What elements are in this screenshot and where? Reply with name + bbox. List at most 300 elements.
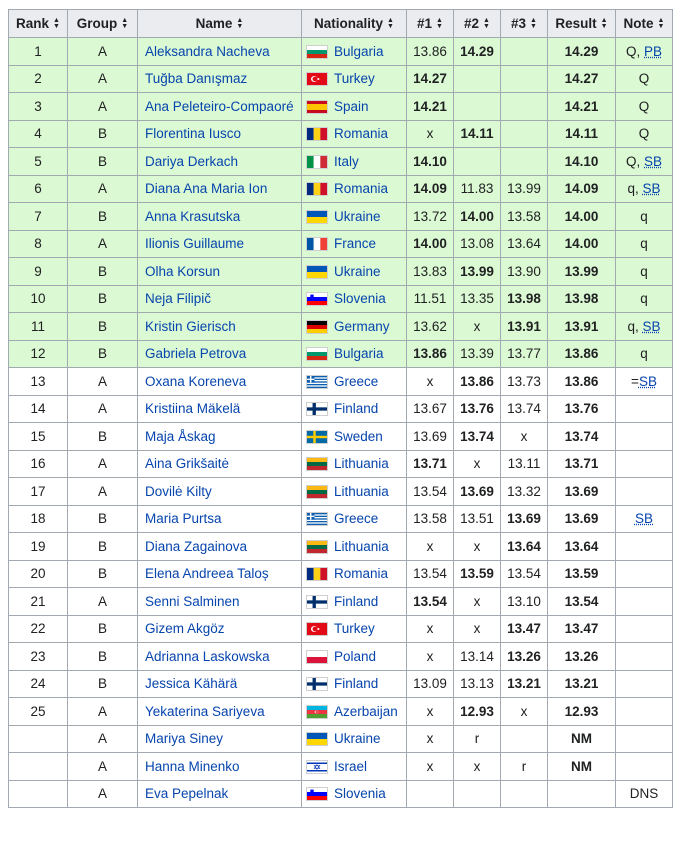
group-cell: B: [68, 148, 138, 176]
name-cell: [138, 368, 302, 396]
group-cell: B: [68, 340, 138, 368]
attempt-1-cell: 13.62: [407, 313, 454, 341]
note-cell: [616, 643, 673, 671]
rank-cell: 15: [9, 423, 68, 451]
attempt-2-cell: 14.11: [454, 120, 501, 148]
country-link[interactable]: Finland: [334, 401, 379, 417]
sort-icon[interactable]: ▲ ▼: [121, 17, 129, 31]
group-cell: A: [68, 175, 138, 203]
name-cell: [138, 313, 302, 341]
note-text: q: [640, 236, 648, 252]
athlete-link[interactable]: Senni Salminen: [145, 593, 240, 609]
athlete-link[interactable]: Diana Ana Maria Ion: [145, 181, 268, 197]
country-link[interactable]: Ukraine: [334, 263, 381, 279]
attempt-3-cell: 13.54: [501, 560, 548, 588]
sort-icon[interactable]: ▲ ▼: [657, 17, 665, 31]
attempt-3-cell: 13.73: [501, 368, 548, 396]
table-row: [9, 340, 673, 368]
note-cell: [616, 423, 673, 451]
group-cell: B: [68, 203, 138, 231]
attempt-3-cell: 13.32: [501, 478, 548, 506]
attempt-3-cell: [501, 93, 548, 121]
rank-cell: 11: [9, 313, 68, 341]
header-attempt-1[interactable]: [407, 10, 454, 38]
rank-cell: [9, 725, 68, 753]
attempt-2-cell: 14.29: [454, 38, 501, 66]
attempt-2-cell: x: [454, 313, 501, 341]
name-cell: [138, 65, 302, 93]
table-row: [9, 148, 673, 176]
rank-cell: 21: [9, 588, 68, 616]
country-link[interactable]: Lithuania: [334, 456, 389, 472]
header-label: Nationality: [314, 16, 384, 31]
country-link[interactable]: Turkey: [334, 621, 375, 637]
romania-flag-icon: [306, 567, 328, 581]
name-cell: [138, 285, 302, 313]
country-link[interactable]: Azerbaijan: [334, 703, 398, 719]
result-cell: 14.10: [548, 148, 616, 176]
athlete-link[interactable]: Neja Filipič: [145, 291, 212, 307]
rank-cell: 16: [9, 450, 68, 478]
attempt-2-cell: r: [454, 725, 501, 753]
nationality-cell: [302, 670, 407, 698]
bulgaria-flag-icon: [306, 45, 328, 59]
country-link[interactable]: Poland: [334, 648, 377, 664]
attempt-1-cell: 13.67: [407, 395, 454, 423]
table-row: [9, 753, 673, 781]
attempt-3-cell: [501, 65, 548, 93]
rank-cell: 4: [9, 120, 68, 148]
note-cell: [616, 368, 673, 396]
group-cell: A: [68, 65, 138, 93]
note-text: q: [640, 263, 648, 279]
note-cell: [616, 395, 673, 423]
table-row: [9, 698, 673, 726]
table-row: [9, 93, 673, 121]
attempt-1-cell: 13.71: [407, 450, 454, 478]
attempt-3-cell: [501, 780, 548, 808]
note-cell: [616, 670, 673, 698]
bulgaria-flag-icon: [306, 347, 328, 361]
nationality-cell: [302, 698, 407, 726]
attempt-3-cell: 13.58: [501, 203, 548, 231]
rank-cell: 2: [9, 65, 68, 93]
rank-cell: 7: [9, 203, 68, 231]
group-cell: A: [68, 450, 138, 478]
note-cell: [616, 148, 673, 176]
result-cell: 14.00: [548, 203, 616, 231]
attempt-2-cell: 12.93: [454, 698, 501, 726]
slovenia-flag-icon: [306, 292, 328, 306]
result-cell: 13.47: [548, 615, 616, 643]
athlete-link[interactable]: Adrianna Laskowska: [145, 648, 270, 664]
nationality-cell: [302, 285, 407, 313]
group-cell: B: [68, 285, 138, 313]
italy-flag-icon: [306, 155, 328, 169]
name-cell: [138, 38, 302, 66]
table-row: [9, 670, 673, 698]
lithuania-flag-icon: [306, 540, 328, 554]
header-nationality[interactable]: [302, 10, 407, 38]
country-link[interactable]: Sweden: [334, 428, 383, 444]
rank-cell: 3: [9, 93, 68, 121]
name-cell: [138, 753, 302, 781]
country-link[interactable]: Bulgaria: [334, 346, 384, 362]
attempt-3-cell: 13.47: [501, 615, 548, 643]
athlete-link[interactable]: Ana Peleteiro-Compaoré: [145, 98, 294, 114]
note-text: q: [640, 208, 648, 224]
note-text[interactable]: =SB: [631, 373, 657, 389]
attempt-2-cell: 13.74: [454, 423, 501, 451]
rank-cell: 14: [9, 395, 68, 423]
attempt-3-cell: [501, 148, 548, 176]
attempt-3-cell: [501, 120, 548, 148]
result-cell: 13.71: [548, 450, 616, 478]
attempt-1-cell: 11.51: [407, 285, 454, 313]
table-row: [9, 313, 673, 341]
nationality-cell: [302, 148, 407, 176]
attempt-1-cell: 13.83: [407, 258, 454, 286]
country-link[interactable]: Finland: [334, 676, 379, 692]
attempt-3-cell: 13.21: [501, 670, 548, 698]
athlete-link[interactable]: Mariya Siney: [145, 731, 224, 747]
rank-cell: 8: [9, 230, 68, 258]
note-cell: [616, 698, 673, 726]
nationality-cell: [302, 533, 407, 561]
athlete-link[interactable]: Olha Korsun: [145, 263, 221, 279]
note-cell: [616, 313, 673, 341]
attempt-3-cell: [501, 725, 548, 753]
attempt-1-cell: 13.54: [407, 588, 454, 616]
result-cell: 13.86: [548, 340, 616, 368]
athlete-link[interactable]: Jessica Kähärä: [145, 676, 238, 692]
country-link[interactable]: Greece: [334, 511, 379, 527]
athlete-link[interactable]: Kristiina Mäkelä: [145, 401, 241, 417]
result-cell: 12.93: [548, 698, 616, 726]
rank-cell: 20: [9, 560, 68, 588]
attempt-1-cell: 14.09: [407, 175, 454, 203]
country-link[interactable]: France: [334, 236, 377, 252]
table-row: [9, 38, 673, 66]
sort-icon[interactable]: ▲ ▼: [530, 17, 537, 31]
group-cell: A: [68, 753, 138, 781]
rank-cell: 10: [9, 285, 68, 313]
header-label: #2: [464, 16, 480, 31]
result-cell: 14.27: [548, 65, 616, 93]
athlete-link[interactable]: Elena Andreea Taloș: [145, 566, 269, 582]
name-cell: [138, 148, 302, 176]
attempt-1-cell: x: [407, 643, 454, 671]
rank-cell: 19: [9, 533, 68, 561]
attempt-1-cell: 13.54: [407, 478, 454, 506]
rank-cell: 25: [9, 698, 68, 726]
attempt-3-cell: 13.90: [501, 258, 548, 286]
attempt-3-cell: 13.64: [501, 230, 548, 258]
header-label: Group: [76, 16, 118, 31]
nationality-cell: [302, 780, 407, 808]
note-text[interactable]: SB: [634, 511, 653, 527]
name-cell: [138, 230, 302, 258]
attempt-2-cell: 14.00: [454, 203, 501, 231]
name-cell: [138, 725, 302, 753]
country-link[interactable]: Lithuania: [334, 483, 389, 499]
sort-icon[interactable]: ▲ ▼: [236, 17, 244, 31]
attempt-3-cell: 13.77: [501, 340, 548, 368]
athlete-link[interactable]: Florentina Iusco: [145, 126, 242, 142]
nationality-cell: [302, 175, 407, 203]
athlete-link[interactable]: Eva Pepelnak: [145, 786, 229, 802]
country-link[interactable]: Slovenia: [334, 291, 386, 307]
group-cell: A: [68, 93, 138, 121]
nationality-cell: [302, 615, 407, 643]
attempt-1-cell: x: [407, 533, 454, 561]
note-cell: [616, 38, 673, 66]
header-attempt-2[interactable]: [454, 10, 501, 38]
note-text[interactable]: q, SB: [627, 318, 661, 334]
header-name[interactable]: [138, 10, 302, 38]
table-row: [9, 175, 673, 203]
ukraine-flag-icon: [306, 732, 328, 746]
athlete-link[interactable]: Oxana Koreneva: [145, 373, 247, 389]
rank-cell: [9, 780, 68, 808]
athlete-link[interactable]: Yekaterina Sariyeva: [145, 703, 265, 719]
name-cell: [138, 203, 302, 231]
result-cell: 13.86: [548, 368, 616, 396]
sort-icon[interactable]: ▲ ▼: [483, 17, 490, 31]
name-cell: [138, 533, 302, 561]
nationality-cell: [302, 120, 407, 148]
rank-cell: 18: [9, 505, 68, 533]
country-link[interactable]: Italy: [334, 153, 359, 169]
attempt-1-cell: 13.54: [407, 560, 454, 588]
result-cell: NM: [548, 725, 616, 753]
attempt-3-cell: [501, 38, 548, 66]
country-link[interactable]: Lithuania: [334, 538, 389, 554]
name-cell: [138, 93, 302, 121]
spain-flag-icon: [306, 100, 328, 114]
header-note[interactable]: [616, 10, 673, 38]
athlete-link[interactable]: Dariya Derkach: [145, 153, 239, 169]
country-link[interactable]: Israel: [334, 758, 368, 774]
attempt-2-cell: 13.86: [454, 368, 501, 396]
athlete-link[interactable]: Kristin Gierisch: [145, 318, 236, 334]
note-cell: [616, 450, 673, 478]
country-link[interactable]: Slovenia: [334, 786, 386, 802]
attempt-2-cell: 13.13: [454, 670, 501, 698]
attempt-1-cell: 13.58: [407, 505, 454, 533]
athlete-link[interactable]: Gabriela Petrova: [145, 346, 247, 362]
note-cell: [616, 505, 673, 533]
sort-icon[interactable]: ▲ ▼: [600, 17, 608, 31]
nationality-cell: [302, 643, 407, 671]
athlete-link[interactable]: Anna Krasutska: [145, 208, 241, 224]
name-cell: [138, 560, 302, 588]
country-link[interactable]: Ukraine: [334, 731, 381, 747]
header-result[interactable]: [548, 10, 616, 38]
group-cell: B: [68, 643, 138, 671]
sort-icon[interactable]: ▲ ▼: [387, 17, 394, 31]
rank-cell: 6: [9, 175, 68, 203]
athlete-link[interactable]: Ilionis Guillaume: [145, 236, 245, 252]
ukraine-flag-icon: [306, 265, 328, 279]
sort-icon[interactable]: ▲ ▼: [436, 17, 443, 31]
table-row: [9, 230, 673, 258]
nationality-cell: [302, 753, 407, 781]
country-link[interactable]: Turkey: [334, 71, 375, 87]
country-link[interactable]: Romania: [334, 181, 389, 197]
name-cell: [138, 588, 302, 616]
attempt-3-cell: 13.74: [501, 395, 548, 423]
nationality-cell: [302, 505, 407, 533]
nationality-cell: [302, 93, 407, 121]
nationality-cell: [302, 368, 407, 396]
header-label: #1: [417, 16, 433, 31]
table-row: [9, 533, 673, 561]
attempt-1-cell: x: [407, 120, 454, 148]
group-cell: B: [68, 505, 138, 533]
table-row: [9, 780, 673, 808]
athlete-link[interactable]: Aleksandra Nacheva: [145, 43, 270, 59]
name-cell: [138, 175, 302, 203]
group-cell: A: [68, 698, 138, 726]
name-cell: [138, 340, 302, 368]
name-cell: [138, 505, 302, 533]
table-row: [9, 203, 673, 231]
name-cell: [138, 478, 302, 506]
group-cell: B: [68, 313, 138, 341]
rank-cell: 13: [9, 368, 68, 396]
sort-icon[interactable]: ▲ ▼: [53, 17, 60, 31]
header-label: #3: [511, 16, 527, 31]
attempt-1-cell: 13.72: [407, 203, 454, 231]
table-row: [9, 120, 673, 148]
athlete-link[interactable]: Tuğba Danışmaz: [145, 71, 248, 87]
group-cell: B: [68, 258, 138, 286]
header-group[interactable]: [68, 10, 138, 38]
table-row: [9, 615, 673, 643]
name-cell: [138, 643, 302, 671]
attempt-1-cell: 14.27: [407, 65, 454, 93]
athlete-link[interactable]: Maria Purtsa: [145, 511, 222, 527]
country-link[interactable]: Romania: [334, 566, 389, 582]
note-text: q: [640, 291, 648, 307]
name-cell: [138, 258, 302, 286]
athlete-link[interactable]: Maja Åskag: [145, 428, 216, 444]
group-cell: A: [68, 38, 138, 66]
table-row: [9, 450, 673, 478]
attempt-2-cell: x: [454, 615, 501, 643]
note-text[interactable]: q, SB: [627, 181, 661, 197]
group-cell: A: [68, 588, 138, 616]
attempt-3-cell: 13.26: [501, 643, 548, 671]
country-link[interactable]: Germany: [334, 318, 390, 334]
athlete-link[interactable]: Diana Zagainova: [145, 538, 248, 554]
rank-cell: 12: [9, 340, 68, 368]
name-cell: [138, 395, 302, 423]
lithuania-flag-icon: [306, 457, 328, 471]
group-cell: A: [68, 395, 138, 423]
result-cell: 13.26: [548, 643, 616, 671]
result-cell: 14.00: [548, 230, 616, 258]
athlete-link[interactable]: Aina Grikšaitė: [145, 456, 230, 472]
result-cell: 14.11: [548, 120, 616, 148]
attempt-2-cell: [454, 65, 501, 93]
name-cell: [138, 450, 302, 478]
result-cell: 14.21: [548, 93, 616, 121]
romania-flag-icon: [306, 182, 328, 196]
attempt-3-cell: 13.99: [501, 175, 548, 203]
note-cell: [616, 780, 673, 808]
attempt-1-cell: 13.86: [407, 340, 454, 368]
country-link[interactable]: Bulgaria: [334, 43, 384, 59]
note-cell: [616, 285, 673, 313]
attempt-2-cell: 13.76: [454, 395, 501, 423]
note-text: Q: [638, 71, 650, 87]
group-cell: B: [68, 423, 138, 451]
attempt-2-cell: 13.59: [454, 560, 501, 588]
note-cell: [616, 533, 673, 561]
attempt-2-cell: [454, 93, 501, 121]
name-cell: [138, 670, 302, 698]
finland-flag-icon: [306, 402, 328, 416]
name-cell: [138, 120, 302, 148]
rank-cell: 22: [9, 615, 68, 643]
header-rank[interactable]: [9, 10, 68, 38]
turkey-flag-icon: [306, 622, 328, 636]
nationality-cell: [302, 313, 407, 341]
header-attempt-3[interactable]: [501, 10, 548, 38]
group-cell: B: [68, 120, 138, 148]
header-label: Name: [195, 16, 233, 31]
note-cell: [616, 120, 673, 148]
attempt-1-cell: [407, 780, 454, 808]
country-link[interactable]: Finland: [334, 593, 379, 609]
attempt-1-cell: 13.09: [407, 670, 454, 698]
name-cell: [138, 423, 302, 451]
country-link[interactable]: Romania: [334, 126, 389, 142]
result-cell: 13.98: [548, 285, 616, 313]
note-text[interactable]: Q, PB: [625, 43, 663, 59]
table-row: [9, 588, 673, 616]
note-text: Q: [638, 98, 650, 114]
note-cell: [616, 93, 673, 121]
attempt-3-cell: 13.91: [501, 313, 548, 341]
country-link[interactable]: Spain: [334, 98, 369, 114]
country-link[interactable]: Greece: [334, 373, 379, 389]
country-link[interactable]: Ukraine: [334, 208, 381, 224]
turkey-flag-icon: [306, 72, 328, 86]
note-text[interactable]: Q, SB: [625, 153, 663, 169]
group-cell: B: [68, 615, 138, 643]
table-row: [9, 423, 673, 451]
note-cell: [616, 588, 673, 616]
group-cell: B: [68, 560, 138, 588]
table-row: [9, 478, 673, 506]
note-cell: [616, 175, 673, 203]
table-body: [9, 38, 673, 808]
result-cell: 13.69: [548, 478, 616, 506]
note-text: q: [640, 346, 648, 362]
israel-flag-icon: [306, 760, 328, 774]
note-cell: [616, 203, 673, 231]
athlete-link[interactable]: Hanna Minenko: [145, 758, 240, 774]
attempt-2-cell: 13.08: [454, 230, 501, 258]
note-cell: [616, 478, 673, 506]
athlete-link[interactable]: Dovilė Kilty: [145, 483, 212, 499]
note-cell: [616, 230, 673, 258]
rank-cell: 23: [9, 643, 68, 671]
athlete-link[interactable]: Gizem Akgöz: [145, 621, 225, 637]
